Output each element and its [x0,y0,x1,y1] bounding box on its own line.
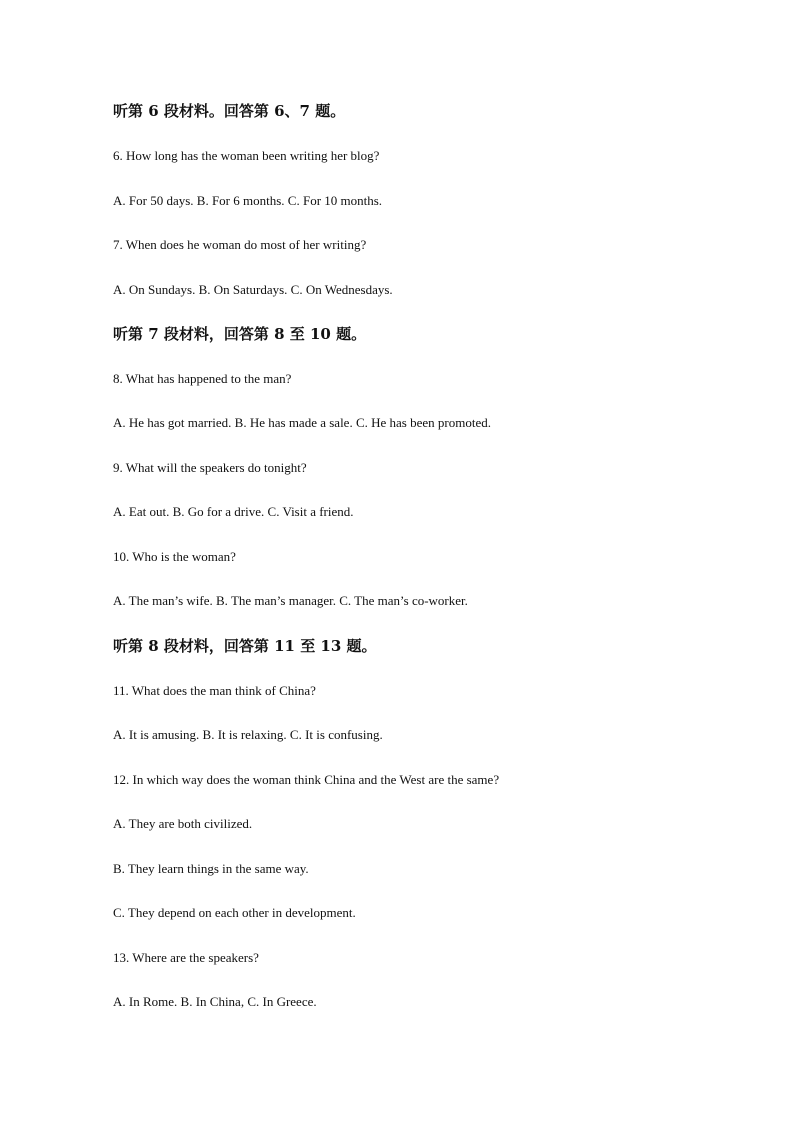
question-13: 13. Where are the speakers? [113,950,259,965]
options-13: A. In Rome. B. In China, C. In Greece. [113,994,317,1009]
options-8: A. He has got married. B. He has made a sale. C. He has been promoted. [113,415,491,430]
question-6: 6. How long has the woman been writing her blog? [113,148,380,163]
question-7: 7. When does he woman do most of her writing? [113,237,367,252]
question-12: 12. In which way does the woman think China and the West are the same? [113,772,500,787]
option-12-c: C. They depend on each other in development. [113,905,356,920]
options-11: A. It is amusing. B. It is relaxing. C. It is confusing. [113,727,383,742]
question-10: 10. Who is the woman? [113,549,236,564]
options-7: A. On Sundays. B. On Saturdays. C. On Wednesdays. [113,282,393,297]
section-heading-7: 听第 7 段材料，回答第 8 至 10 题。 [113,325,367,343]
options-6: A. For 50 days. B. For 6 months. C. For 10 months. [113,193,383,208]
question-11: 11. What does the man think of China? [113,683,316,698]
options-10: A. The man’s wife. B. The man’s manager. C. The man’s co-worker. [113,593,468,608]
question-8: 8. What has happened to the man? [113,371,292,386]
options-9: A. Eat out. B. Go for a drive. C. Visit a friend. [113,504,354,519]
question-9: 9. What will the speakers do tonight? [113,460,307,475]
option-12-b: B. They learn things in the same way. [113,861,309,876]
section-heading-6: 听第 6 段材料。回答第 6、7 题。 [113,102,346,120]
section-heading-8: 听第 8 段材料，回答第 11 至 13 题。 [113,637,377,655]
option-12-a: A. They are both civilized. [113,816,253,831]
